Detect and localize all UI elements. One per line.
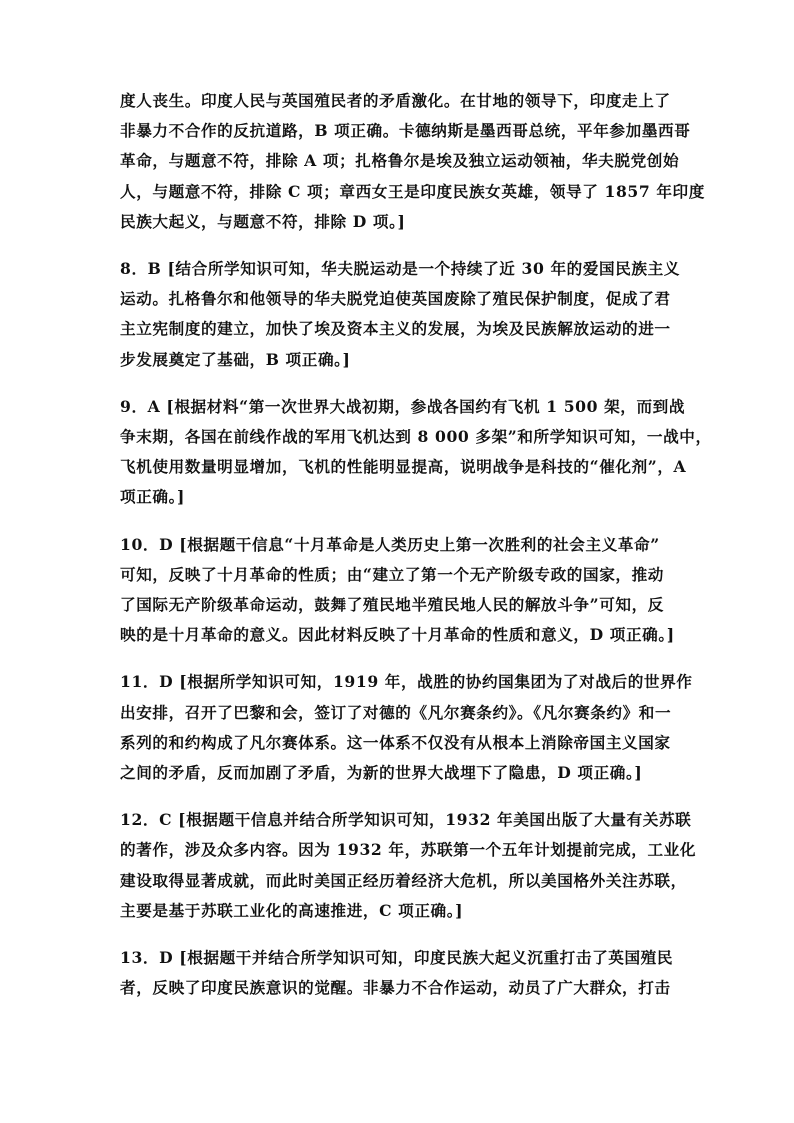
text-line: 人，与题意不符，排除 C 项；章西女王是印度民族女英雄，领导了 1857 年印度 — [120, 181, 705, 201]
text-line: 11．D [根据所学知识可知，1919 年，战胜的协约国集团为了对战后的世界作 — [120, 672, 693, 692]
text-line: 非暴力不合作的反抗道路，B 项正确。卡德纳斯是墨西哥总统，平年参加墨西哥 — [120, 121, 691, 141]
text-line: 13．D [根据题干并结合所学知识可知，印度民族大起义沉重打击了英国殖民 — [120, 948, 674, 968]
text-line: 映的是十月革命的意义。因此材料反映了十月革命的性质和意义，D 项正确。] — [120, 625, 675, 645]
text-line: 争末期，各国在前线作战的军用飞机达到 8 000 多架”和所学知识可知，一战中， — [120, 427, 712, 447]
text-line: 步发展奠定了基础，B 项正确。] — [120, 349, 351, 369]
text-line: 项正确。] — [120, 487, 185, 507]
text-line: 8．B [结合所学知识可知，华夫脱运动是一个持续了近 30 年的爱国民族主义 — [120, 259, 681, 279]
text-line: 飞机使用数量明显增加，飞机的性能明显提高，说明战争是科技的“催化剂”，A — [120, 457, 687, 477]
text-line: 运动。扎格鲁尔和他领导的华夫脱党迫使英国废除了殖民保护制度，促成了君 — [120, 289, 671, 309]
answer-paragraph-9 — [120, 392, 712, 513]
text-line: 度人丧生。印度人民与英国殖民者的矛盾激化。在甘地的领导下，印度走上了 — [120, 91, 671, 110]
text-line: 的著作，涉及众多内容。因为 1932 年，苏联第一个五年计划提前完成，工业化 — [120, 840, 697, 860]
answer-paragraph-12 — [120, 805, 697, 926]
text-line: 出安排，召开了巴黎和会，签订了对德的《凡尔赛条约》。《凡尔赛条约》和一 — [120, 702, 672, 722]
text-line: 系列的和约构成了凡尔赛体系。这一体系不仅没有从根本上消除帝国主义国家 — [120, 732, 671, 752]
text-line: 民族大起义，与题意不符，排除 D 项。] — [120, 211, 406, 231]
text-line: 主立宪制度的建立，加快了埃及资本主义的发展，为埃及民族解放运动的进一 — [120, 319, 671, 339]
answer-paragraph-11 — [120, 667, 693, 788]
text-line: 者，反映了印度民族意识的觉醒。非暴力不合作运动，动员了广大群众，打击 — [120, 978, 671, 998]
text-line: 主要是基于苏联工业化的高速推进，C 项正确。] — [120, 900, 464, 920]
text-line: 之间的矛盾，反而加剧了矛盾，为新的世界大战埋下了隐患，D 项正确。] — [120, 763, 643, 783]
text-line: 9．A [根据材料“第一次世界大战初期，参战各国约有飞机 1 500 架，而到战 — [120, 396, 686, 416]
text-line: 革命，与题意不符，排除 A 项；扎格鲁尔是埃及独立运动领袖，华夫脱党创始 — [120, 151, 680, 171]
answer-paragraph-7-continued — [120, 86, 705, 237]
text-line: 10．D [根据题干信息“十月革命是人类历史上第一次胜利的社会主义革命” — [120, 534, 660, 554]
answer-paragraph-8 — [120, 254, 682, 375]
text-line: 12．C [根据题干信息并结合所学知识可知，1932 年美国出版了大量有关苏联 — [120, 810, 692, 830]
text-line: 了国际无产阶级革命运动，鼓舞了殖民地半殖民地人民的解放斗争”可知，反 — [120, 595, 664, 615]
answer-paragraph-13 — [120, 943, 682, 1003]
answer-paragraph-10 — [120, 530, 682, 651]
text-line: 可知，反映了十月革命的性质；由“建立了第一个无产阶级专政的国家，推动 — [120, 564, 664, 584]
text-line: 建设取得显著成就，而此时美国正经历着经济大危机，所以美国格外关注苏联， — [120, 870, 687, 890]
